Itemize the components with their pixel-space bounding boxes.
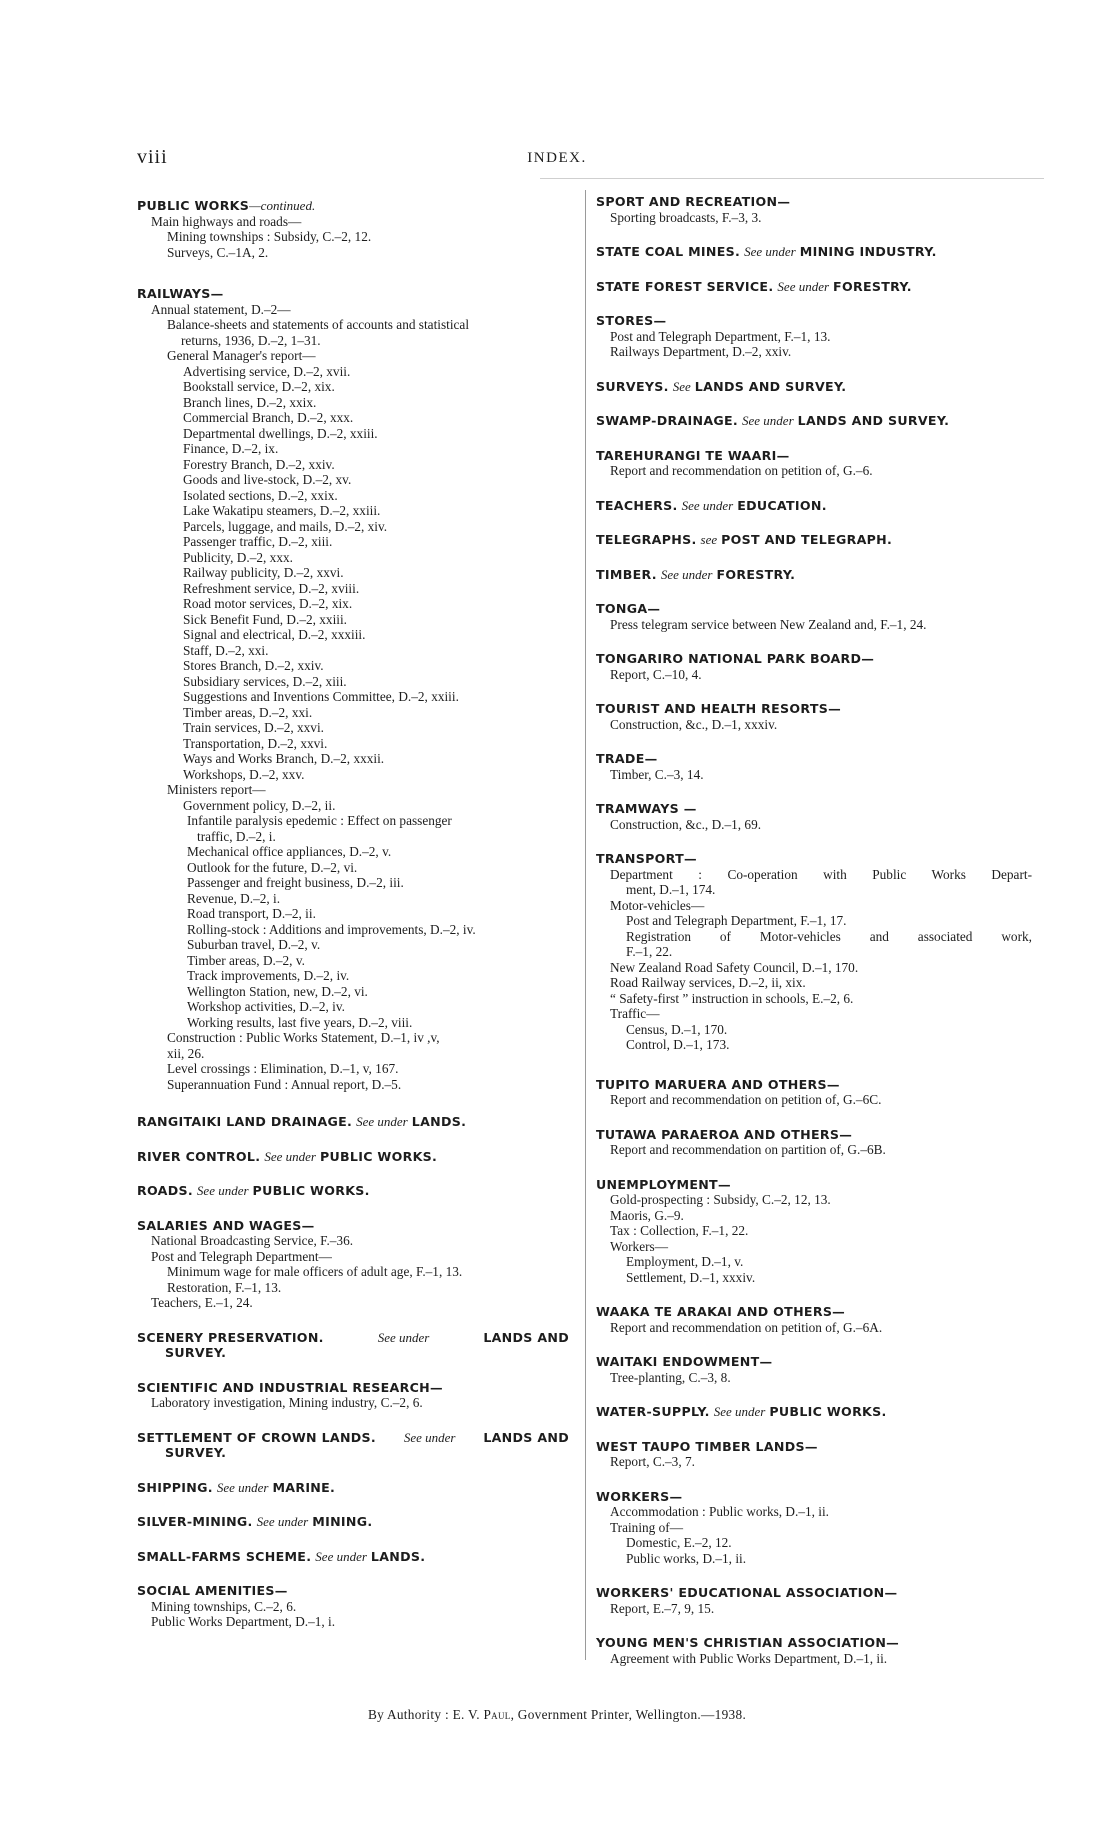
entry-tongariro bbox=[596, 651, 1032, 682]
entry-line: Main highways and roads— bbox=[151, 213, 302, 229]
cross-reference: LANDS AND bbox=[483, 1329, 569, 1345]
entry-tarehurangi bbox=[596, 448, 1032, 479]
entry-line: Maoris, G.–9. bbox=[610, 1207, 684, 1223]
entry-heading: TAREHURANGI TE WAARI— bbox=[596, 447, 790, 463]
entry-line: Report and recommendation on petition of, G.–6C. bbox=[610, 1092, 882, 1107]
entry-line: Departmental dwellings, D.–2, xxiii. bbox=[183, 425, 378, 441]
entry-transport bbox=[596, 851, 1032, 1053]
entry-line: Railway publicity, D.–2, xxvi. bbox=[183, 565, 344, 580]
cross-reference: SURVEY. bbox=[165, 1445, 227, 1460]
entry-line: Government policy, D.–2, ii. bbox=[183, 797, 336, 813]
entry-waitaki bbox=[596, 1354, 1032, 1385]
cross-reference: LANDS AND bbox=[483, 1429, 569, 1445]
entry-line: Mining townships : Subsidy, C.–2, 12. bbox=[167, 229, 372, 244]
entry-line: Surveys, C.–1A, 2. bbox=[167, 244, 269, 260]
entry-heading: SALARIES AND WAGES— bbox=[137, 1217, 315, 1233]
entry-line: Control, D.–1, 173. bbox=[626, 1037, 730, 1052]
entry-line: Finance, D.–2, ix. bbox=[183, 441, 279, 456]
entry-state-forest bbox=[596, 279, 1032, 295]
entry-line: Suggestions and Inventions Committee, D.–2, xxiii. bbox=[183, 689, 459, 704]
entry-line: Agreement with Public Works Department, D.–1, ii. bbox=[610, 1650, 888, 1666]
entry-settlement bbox=[137, 1430, 585, 1461]
cross-reference: LANDS AND SURVEY. bbox=[694, 378, 847, 394]
cross-reference: MINING. bbox=[312, 1514, 373, 1529]
entry-line: General Manager's report— bbox=[167, 348, 316, 363]
entry-timber bbox=[596, 567, 1032, 583]
entry-west-taupo bbox=[596, 1439, 1032, 1470]
entry-tonga bbox=[596, 601, 1032, 632]
entry-heading: TELEGRAPHS. bbox=[596, 532, 697, 547]
entry-line: Tax : Collection, F.–1, 22. bbox=[610, 1223, 749, 1238]
entry-line: Outlook for the future, D.–2, vi. bbox=[187, 859, 358, 875]
entry-line: Report and recommendation on petition of, G.–6. bbox=[610, 463, 873, 478]
entry-line: Construction, &c., D.–1, xxxiv. bbox=[610, 716, 778, 732]
entry-line: Commercial Branch, D.–2, xxx. bbox=[183, 410, 354, 425]
see-under-label: See under bbox=[713, 1404, 766, 1419]
entry-ymca bbox=[596, 1635, 1032, 1666]
entry-heading: STATE FOREST SERVICE. bbox=[596, 278, 774, 294]
entry-workers-educational bbox=[596, 1585, 1032, 1616]
entry-tutawa bbox=[596, 1127, 1032, 1158]
printer-name: Paul bbox=[483, 1707, 511, 1722]
see-under-label: See under bbox=[681, 497, 734, 513]
entry-heading: SETTLEMENT OF CROWN LANDS. bbox=[137, 1429, 376, 1445]
entry-heading: UNEMPLOYMENT— bbox=[596, 1176, 731, 1192]
entry-line: Signal and electrical, D.–2, xxxiii. bbox=[183, 627, 366, 642]
entry-line: Railways Department, D.–2, xxiv. bbox=[610, 344, 792, 359]
entry-line: F.–1, 22. bbox=[626, 944, 673, 959]
entry-line: xii, 26. bbox=[167, 1045, 205, 1061]
see-label: see bbox=[700, 532, 718, 547]
entry-line: Bookstall service, D.–2, xix. bbox=[183, 379, 335, 394]
entry-heading: SHIPPING. bbox=[137, 1479, 213, 1495]
entry-line: Superannuation Fund : Annual report, D.–5. bbox=[167, 1076, 402, 1092]
entry-line: Construction, &c., D.–1, 69. bbox=[610, 816, 762, 832]
entry-line: Report, C.–3, 7. bbox=[610, 1454, 695, 1469]
entry-heading: SILVER-MINING. bbox=[137, 1514, 253, 1529]
entry-heading: TEACHERS. bbox=[596, 497, 678, 513]
cross-reference: MARINE. bbox=[272, 1479, 336, 1495]
entry-line: Ministers report— bbox=[167, 782, 266, 797]
cross-reference: FORESTRY. bbox=[716, 566, 796, 582]
entry-heading: TRADE— bbox=[596, 751, 658, 766]
entry-trade bbox=[596, 751, 1032, 782]
entry-line: Suburban travel, D.–2, v. bbox=[187, 937, 321, 952]
entry-heading: STATE COAL MINES. bbox=[596, 244, 741, 259]
entry-line: returns, 1936, D.–2, 1–31. bbox=[181, 332, 321, 348]
entry-line: Branch lines, D.–2, xxix. bbox=[183, 394, 317, 410]
entry-heading: SCENERY PRESERVATION. bbox=[137, 1329, 324, 1345]
see-under-label: See under bbox=[377, 1329, 430, 1345]
entry-rangitaiki bbox=[137, 1114, 585, 1130]
right-column bbox=[596, 194, 1032, 1685]
entry-swamp-drainage bbox=[596, 413, 1032, 429]
entry-tupito bbox=[596, 1077, 1032, 1108]
entry-line: Restoration, F.–1, 13. bbox=[167, 1279, 282, 1295]
entry-line: Report and recommendation on partition of, G.–6B. bbox=[610, 1142, 886, 1157]
cross-reference: LANDS. bbox=[411, 1114, 467, 1129]
entry-line: Parcels, luggage, and mails, D.–2, xiv. bbox=[183, 518, 388, 534]
entry-small-farms bbox=[137, 1549, 585, 1565]
entry-heading: PUBLIC WORKS bbox=[137, 198, 250, 213]
entry-heading: TRANSPORT— bbox=[596, 851, 697, 866]
cross-reference: POST AND TELEGRAPH. bbox=[721, 532, 893, 547]
entry-social-amenities bbox=[137, 1583, 585, 1630]
entry-line: Working results, last five years, D.–2, viii. bbox=[187, 1014, 413, 1030]
entry-line: Forestry Branch, D.–2, xxiv. bbox=[183, 456, 335, 472]
entry-heading: TIMBER. bbox=[596, 566, 657, 582]
cross-reference: MINING INDUSTRY. bbox=[799, 244, 937, 259]
entry-waaka bbox=[596, 1304, 1032, 1335]
entry-heading: RANGITAIKI LAND DRAINAGE. bbox=[137, 1114, 353, 1129]
entry-line: Track improvements, D.–2, iv. bbox=[187, 968, 350, 983]
entry-line: Settlement, D.–1, xxxiv. bbox=[626, 1269, 756, 1285]
imprint-suffix: , Government Printer, Wellington.—1938. bbox=[510, 1707, 747, 1722]
column-divider bbox=[585, 190, 586, 1660]
cross-reference: FORESTRY. bbox=[833, 278, 912, 294]
entry-line: Tree-planting, C.–3, 8. bbox=[610, 1369, 731, 1385]
entry-public-works bbox=[137, 198, 585, 260]
entry-line: Refreshment service, D.–2, xviii. bbox=[183, 580, 360, 596]
entry-line: traffic, D.–2, i. bbox=[197, 828, 276, 844]
header-rule bbox=[540, 178, 1044, 179]
entry-heading: STORES— bbox=[596, 313, 667, 328]
entry-heading: ROADS. bbox=[137, 1183, 193, 1198]
entry-line: Report, E.–7, 9, 15. bbox=[610, 1600, 715, 1616]
entry-line: Passenger and freight business, D.–2, iii. bbox=[187, 875, 404, 890]
entry-line: Post and Telegraph Department, F.–1, 13. bbox=[610, 328, 831, 344]
entry-line: Isolated sections, D.–2, xxix. bbox=[183, 487, 338, 503]
entry-line: Report and recommendation on petition of, G.–6A. bbox=[610, 1319, 883, 1335]
entry-line: Train services, D.–2, xxvi. bbox=[183, 720, 324, 735]
entry-surveys bbox=[596, 379, 1032, 395]
entry-stores bbox=[596, 313, 1032, 360]
entry-line: Post and Telegraph Department— bbox=[151, 1248, 332, 1264]
entry-heading: TOURIST AND HEALTH RESORTS— bbox=[596, 701, 841, 716]
cross-reference: PUBLIC WORKS. bbox=[252, 1183, 370, 1198]
entry-heading: WAAKA TE ARAKAI AND OTHERS— bbox=[596, 1304, 846, 1319]
cross-reference: LANDS AND SURVEY. bbox=[797, 413, 950, 428]
cross-reference: EDUCATION. bbox=[737, 497, 827, 513]
entry-heading: WATER-SUPPLY. bbox=[596, 1404, 710, 1419]
cross-reference: SURVEY. bbox=[165, 1345, 227, 1360]
see-under-label: See under bbox=[196, 1183, 249, 1198]
entry-heading: TUTAWA PARAEROA AND OTHERS— bbox=[596, 1126, 853, 1142]
page-number: viii bbox=[137, 146, 168, 168]
entry-line: Rolling-stock : Additions and improvements, D.–2, iv. bbox=[187, 921, 476, 937]
entry-line: Timber areas, D.–2, v. bbox=[187, 952, 305, 968]
entry-sport bbox=[596, 194, 1032, 225]
entry-line: Report, C.–10, 4. bbox=[610, 666, 702, 682]
left-column bbox=[137, 198, 585, 1649]
entry-line: Census, D.–1, 170. bbox=[626, 1021, 728, 1037]
entry-teachers bbox=[596, 498, 1032, 514]
entry-heading: TUPITO MARUERA AND OTHERS— bbox=[596, 1076, 840, 1092]
entry-line: New Zealand Road Safety Council, D.–1, 170. bbox=[610, 959, 859, 975]
entry-line: Stores Branch, D.–2, xxiv. bbox=[183, 658, 324, 673]
entry-line: Employment, D.–1, v. bbox=[626, 1254, 744, 1269]
entry-line: Motor-vehicles— bbox=[610, 897, 705, 913]
see-under-label: See under bbox=[356, 1114, 408, 1129]
entry-line: Passenger traffic, D.–2, xiii. bbox=[183, 534, 333, 549]
entry-line: Revenue, D.–2, i. bbox=[187, 890, 281, 906]
entry-line: Ways and Works Branch, D.–2, xxxii. bbox=[183, 751, 385, 766]
entry-river-control bbox=[137, 1149, 585, 1165]
see-under-label: See under bbox=[216, 1479, 269, 1495]
entry-line: Level crossings : Elimination, D.–1, v, 167. bbox=[167, 1061, 399, 1076]
see-under-label: See under bbox=[264, 1148, 316, 1164]
entry-line: Sick Benefit Fund, D.–2, xxiii. bbox=[183, 611, 347, 627]
entry-unemployment bbox=[596, 1177, 1032, 1286]
entry-line: Minimum wage for male officers of adult age, F.–1, 13. bbox=[167, 1264, 463, 1279]
entry-line: Staff, D.–2, xxi. bbox=[183, 642, 269, 658]
entry-heading: SWAMP-DRAINAGE. bbox=[596, 413, 739, 428]
entry-heading: YOUNG MEN'S CHRISTIAN ASSOCIATION— bbox=[596, 1635, 900, 1650]
entry-line: Sporting broadcasts, F.–3, 3. bbox=[610, 209, 762, 225]
entry-line: Post and Telegraph Department, F.–1, 17. bbox=[626, 913, 847, 928]
entry-heading: SCIENTIFIC AND INDUSTRIAL RESEARCH— bbox=[137, 1379, 443, 1395]
entry-line: Construction : Public Works Statement, D.–1, iv ,v, bbox=[167, 1030, 440, 1045]
entry-heading: TONGA— bbox=[596, 601, 661, 616]
cross-reference: LANDS. bbox=[370, 1548, 426, 1564]
entry-heading: SMALL-FARMS SCHEME. bbox=[137, 1548, 312, 1564]
entry-scenery bbox=[137, 1330, 585, 1361]
see-under-label: See under bbox=[742, 413, 794, 428]
entry-heading: WORKERS— bbox=[596, 1488, 683, 1504]
entry-tourist bbox=[596, 701, 1032, 732]
entry-line: Laboratory investigation, Mining industry, C.–2, 6. bbox=[151, 1395, 423, 1410]
entry-line: Press telegram service between New Zealand and, F.–1, 24. bbox=[610, 616, 927, 632]
entry-line: Teachers, E.–1, 24. bbox=[151, 1295, 253, 1310]
printer-imprint bbox=[0, 1707, 1114, 1723]
entry-roads bbox=[137, 1183, 585, 1199]
entry-workers bbox=[596, 1489, 1032, 1567]
entry-line: ment, D.–1, 174. bbox=[626, 882, 716, 897]
entry-heading: SPORT AND RECREATION— bbox=[596, 194, 791, 209]
continued-label: —continued. bbox=[249, 198, 316, 213]
imprint-prefix: By Authority : E. V. bbox=[367, 1707, 480, 1722]
entry-heading: RAILWAYS— bbox=[137, 286, 224, 301]
see-under-label: See under bbox=[315, 1548, 367, 1564]
entry-line: Balance-sheets and statements of accounts and statistical bbox=[167, 317, 470, 332]
entry-heading: SOCIAL AMENITIES— bbox=[137, 1583, 288, 1598]
entry-line: Registration of Motor-vehicles and associated work, bbox=[626, 928, 1032, 944]
entry-line: Infantile paralysis epedemic : Effect on passenger bbox=[187, 813, 452, 828]
entry-line: Workers— bbox=[610, 1238, 669, 1254]
entry-scientific bbox=[137, 1380, 585, 1411]
entry-line: Road motor services, D.–2, xix. bbox=[183, 596, 353, 611]
entry-water-supply bbox=[596, 1404, 1032, 1420]
entry-heading: TRAMWAYS — bbox=[596, 801, 697, 816]
entry-line: Public Works Department, D.–1, i. bbox=[151, 1614, 336, 1629]
entry-heading: RIVER CONTROL. bbox=[137, 1148, 261, 1164]
entry-line: Subsidiary services, D.–2, xiii. bbox=[183, 673, 347, 689]
entry-line: Training of— bbox=[610, 1519, 684, 1535]
entry-line: Domestic, E.–2, 12. bbox=[626, 1535, 732, 1550]
entry-line: Wellington Station, new, D.–2, vi. bbox=[187, 983, 368, 999]
entry-line: Public works, D.–1, ii. bbox=[626, 1550, 747, 1566]
entry-silver-mining bbox=[137, 1514, 585, 1530]
entry-line: Road Railway services, D.–2, ii, xix. bbox=[610, 975, 806, 990]
entry-line: Workshops, D.–2, xxv. bbox=[183, 766, 305, 782]
see-under-label: See under bbox=[744, 244, 796, 259]
see-under-label: See under bbox=[256, 1514, 309, 1529]
entry-line: Transportation, D.–2, xxvi. bbox=[183, 735, 328, 751]
entry-railways bbox=[137, 286, 585, 1092]
entry-heading: WEST TAUPO TIMBER LANDS— bbox=[596, 1438, 818, 1454]
see-label: See bbox=[672, 378, 691, 394]
entry-salaries bbox=[137, 1218, 585, 1311]
entry-line: Accommodation : Public works, D.–1, ii. bbox=[610, 1504, 830, 1519]
cross-reference: PUBLIC WORKS. bbox=[769, 1404, 887, 1419]
entry-heading: WAITAKI ENDOWMENT— bbox=[596, 1354, 773, 1369]
entry-line: Timber areas, D.–2, xxi. bbox=[183, 704, 313, 720]
entry-shipping bbox=[137, 1480, 585, 1496]
entry-line: Traffic— bbox=[610, 1006, 660, 1021]
cross-reference: PUBLIC WORKS. bbox=[319, 1148, 438, 1164]
entry-line: “ Safety-first ” instruction in schools, E.–2, 6. bbox=[610, 990, 854, 1006]
entry-line: Annual statement, D.–2— bbox=[151, 301, 291, 317]
entry-line: Advertising service, D.–2, xvii. bbox=[183, 363, 351, 379]
entry-state-coal-mines bbox=[596, 244, 1032, 260]
entry-line: Gold-prospecting : Subsidy, C.–2, 12, 13. bbox=[610, 1192, 831, 1207]
entry-line: Road transport, D.–2, ii. bbox=[187, 906, 316, 921]
entry-line: Lake Wakatipu steamers, D.–2, xxiii. bbox=[183, 503, 381, 518]
entry-heading: WORKERS' EDUCATIONAL ASSOCIATION— bbox=[596, 1585, 898, 1600]
entry-heading: SURVEYS. bbox=[596, 378, 669, 394]
entry-line: National Broadcasting Service, F.–36. bbox=[151, 1233, 354, 1248]
see-under-label: See under bbox=[777, 278, 830, 294]
see-under-label: See under bbox=[403, 1429, 456, 1445]
entry-line: Mining townships, C.–2, 6. bbox=[151, 1598, 297, 1614]
entry-line: Timber, C.–3, 14. bbox=[610, 766, 704, 782]
entry-line: Publicity, D.–2, xxx. bbox=[183, 549, 293, 565]
entry-heading: TONGARIRO NATIONAL PARK BOARD— bbox=[596, 651, 875, 666]
entry-tramways bbox=[596, 801, 1032, 832]
entry-line: Mechanical office appliances, D.–2, v. bbox=[187, 844, 392, 859]
entry-line: Department : Co-operation with Public Works Depart- bbox=[610, 866, 1032, 882]
entry-line: Goods and live-stock, D.–2, xv. bbox=[183, 472, 352, 487]
page-title: INDEX. bbox=[527, 150, 587, 166]
entry-line: Workshop activities, D.–2, iv. bbox=[187, 999, 345, 1014]
see-under-label: See under bbox=[660, 566, 713, 582]
entry-telegraphs bbox=[596, 532, 1032, 548]
